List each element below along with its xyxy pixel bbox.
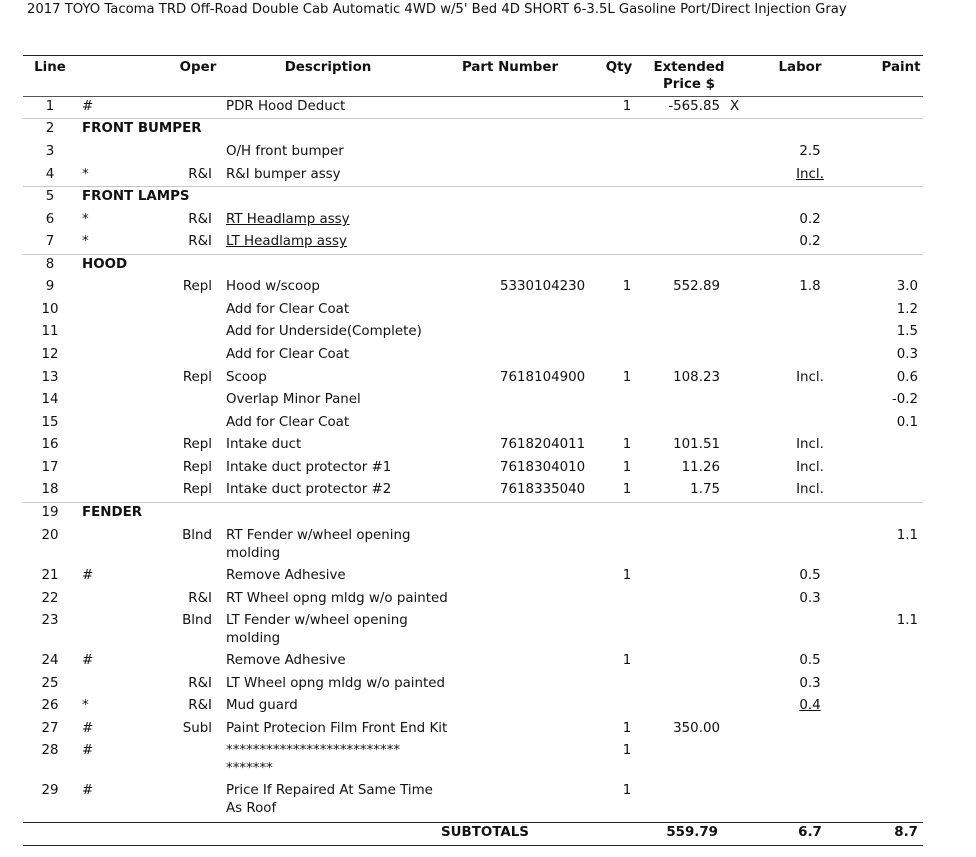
line-number: 16: [41, 437, 59, 452]
description-cont: molding: [226, 631, 281, 646]
part-number: 5330104230: [500, 279, 586, 294]
section-title: FENDER: [82, 505, 143, 520]
paint-hours: 0.3: [896, 347, 918, 362]
extended-price: 108.23: [673, 370, 720, 385]
line-flag: #: [82, 568, 94, 583]
row-separator: [23, 502, 923, 503]
line-number: 28: [41, 743, 59, 758]
line-number: 6: [45, 212, 55, 227]
description-cont: As Roof: [226, 801, 277, 816]
part-number: 7618304010: [500, 460, 586, 475]
description: Intake duct protector #1: [226, 460, 392, 475]
line-number: 8: [45, 257, 55, 272]
section-title: HOOD: [82, 257, 128, 272]
line-number: 21: [41, 568, 59, 583]
description: LT Fender w/wheel opening: [226, 613, 408, 628]
extended-price: 552.89: [673, 279, 720, 294]
quantity: 1: [622, 437, 632, 452]
header-qty: Qty: [605, 60, 633, 75]
paint-hours: 3.0: [896, 279, 918, 294]
line-flag: #: [82, 743, 94, 758]
description: Add for Clear Coat: [226, 347, 350, 362]
header-line: Line: [34, 60, 66, 75]
line-number: 23: [41, 613, 59, 628]
header-extended: Extended: [653, 60, 725, 75]
description: LT Headlamp assy: [226, 234, 347, 249]
part-number: 7618204011: [500, 437, 586, 452]
description: Add for Clear Coat: [226, 302, 350, 317]
quantity: 1: [622, 279, 632, 294]
line-number: 1: [45, 99, 55, 114]
quantity: 1: [622, 783, 632, 798]
line-number: 11: [41, 324, 59, 339]
header-part-number: Part Number: [461, 60, 559, 75]
oper-code: Repl: [182, 460, 212, 475]
labor-hours: 0.2: [799, 234, 821, 249]
section-title: FRONT BUMPER: [82, 121, 202, 136]
line-number: 24: [41, 653, 59, 668]
description: Intake duct protector #2: [226, 482, 392, 497]
subtotal-price: 559.79: [666, 825, 718, 840]
labor-hours: 0.2: [799, 212, 821, 227]
oper-code: R&I: [188, 591, 212, 606]
oper-code: R&I: [188, 212, 212, 227]
header-top-rule: [23, 55, 923, 56]
line-number: 20: [41, 528, 59, 543]
labor-hours: Incl.: [796, 460, 824, 475]
description: RT Headlamp assy: [226, 212, 350, 227]
paint-hours: 0.1: [896, 415, 918, 430]
price-mark: X: [730, 99, 740, 114]
line-number: 2: [45, 121, 55, 136]
oper-code: R&I: [188, 167, 212, 182]
description: Remove Adhesive: [226, 653, 346, 668]
part-number: 7618335040: [500, 482, 586, 497]
header-price: Price $: [662, 77, 715, 92]
labor-hours: 1.8: [799, 279, 821, 294]
line-number: 9: [45, 279, 55, 294]
paint-hours: 1.5: [896, 324, 918, 339]
line-number: 22: [41, 591, 59, 606]
line-flag: *: [82, 167, 89, 182]
header-labor: Labor: [778, 60, 822, 75]
oper-code: Blnd: [182, 613, 212, 628]
subtotal-bottom-rule: [23, 845, 923, 846]
quantity: 1: [622, 460, 632, 475]
line-number: 7: [45, 234, 55, 249]
line-number: 3: [45, 144, 55, 159]
oper-code: Repl: [182, 482, 212, 497]
labor-hours: 0.3: [799, 591, 821, 606]
oper-code: Blnd: [182, 528, 212, 543]
line-flag: #: [82, 721, 94, 736]
line-flag: *: [82, 698, 89, 713]
oper-code: Subl: [182, 721, 212, 736]
description: Add for Clear Coat: [226, 415, 350, 430]
extended-price: -565.85: [668, 99, 720, 114]
labor-hours: 0.3: [799, 676, 821, 691]
paint-hours: 1.1: [896, 613, 918, 628]
line-number: 26: [41, 698, 59, 713]
description: PDR Hood Deduct: [226, 99, 346, 114]
oper-code: Repl: [182, 370, 212, 385]
labor-hours: Incl.: [796, 167, 824, 182]
line-number: 15: [41, 415, 59, 430]
oper-code: Repl: [182, 437, 212, 452]
header-bottom-rule: [23, 96, 923, 97]
line-flag: #: [82, 783, 94, 798]
labor-hours: Incl.: [796, 482, 824, 497]
line-number: 25: [41, 676, 59, 691]
description: RT Fender w/wheel opening: [226, 528, 411, 543]
description: LT Wheel opng mldg w/o painted: [226, 676, 446, 691]
paint-hours: 1.1: [896, 528, 918, 543]
paint-hours: -0.2: [891, 392, 918, 407]
oper-code: R&I: [188, 698, 212, 713]
part-number: 7618104900: [500, 370, 586, 385]
description: Mud guard: [226, 698, 298, 713]
quantity: 1: [622, 743, 632, 758]
description-cont: molding: [226, 546, 281, 561]
description: Intake duct: [226, 437, 302, 452]
extended-price: 101.51: [673, 437, 720, 452]
labor-hours: Incl.: [796, 370, 824, 385]
row-separator: [23, 254, 923, 255]
extended-price: 350.00: [673, 721, 720, 736]
subtotal-labor: 6.7: [798, 825, 822, 840]
line-number: 13: [41, 370, 59, 385]
labor-hours: 0.5: [799, 568, 821, 583]
line-number: 19: [41, 505, 59, 520]
description: RT Wheel opng mldg w/o painted: [226, 591, 448, 606]
header-description: Description: [284, 60, 372, 75]
header-paint: Paint: [881, 60, 921, 75]
line-number: 29: [41, 783, 59, 798]
description: Overlap Minor Panel: [226, 392, 361, 407]
extended-price: 1.75: [690, 482, 720, 497]
header-oper: Oper: [179, 60, 217, 75]
vehicle-title: 2017 TOYO Tacoma TRD Off-Road Double Cab Automatic 4WD w/5' Bed 4D SHORT 6-3.5L Gasoline Port/Direct Injection Gray: [27, 2, 847, 17]
labor-hours: Incl.: [796, 437, 824, 452]
line-number: 12: [41, 347, 59, 362]
description: Paint Protecion Film Front End Kit: [226, 721, 448, 736]
quantity: 1: [622, 653, 632, 668]
paint-hours: 0.6: [896, 370, 918, 385]
paint-hours: 1.2: [896, 302, 918, 317]
description: **************************: [226, 743, 401, 758]
line-number: 17: [41, 460, 59, 475]
line-number: 10: [41, 302, 59, 317]
subtotals-label: SUBTOTALS: [441, 825, 529, 840]
subtotal-top-rule: [23, 822, 923, 823]
line-number: 18: [41, 482, 59, 497]
section-title: FRONT LAMPS: [82, 189, 190, 204]
quantity: 1: [622, 568, 632, 583]
description: Scoop: [226, 370, 267, 385]
oper-code: Repl: [182, 279, 212, 294]
labor-hours: 2.5: [799, 144, 821, 159]
quantity: 1: [622, 482, 632, 497]
quantity: 1: [622, 370, 632, 385]
line-number: 5: [45, 189, 55, 204]
line-number: 27: [41, 721, 59, 736]
row-separator: [23, 186, 923, 187]
oper-code: R&I: [188, 676, 212, 691]
description: O/H front bumper: [226, 144, 344, 159]
extended-price: 11.26: [681, 460, 720, 475]
description: R&I bumper assy: [226, 167, 341, 182]
labor-hours: 0.4: [799, 698, 821, 713]
line-flag: #: [82, 99, 94, 114]
row-separator: [23, 118, 923, 119]
oper-code: R&I: [188, 234, 212, 249]
subtotal-paint: 8.7: [894, 825, 918, 840]
description: Remove Adhesive: [226, 568, 346, 583]
line-flag: *: [82, 234, 89, 249]
line-number: 14: [41, 392, 59, 407]
line-flag: *: [82, 212, 89, 227]
line-number: 4: [45, 167, 55, 182]
quantity: 1: [622, 721, 632, 736]
labor-hours: 0.5: [799, 653, 821, 668]
quantity: 1: [622, 99, 632, 114]
line-flag: #: [82, 653, 94, 668]
description: Add for Underside(Complete): [226, 324, 422, 339]
description: Hood w/scoop: [226, 279, 320, 294]
description-cont: *******: [226, 761, 273, 776]
description: Price If Repaired At Same Time: [226, 783, 433, 798]
